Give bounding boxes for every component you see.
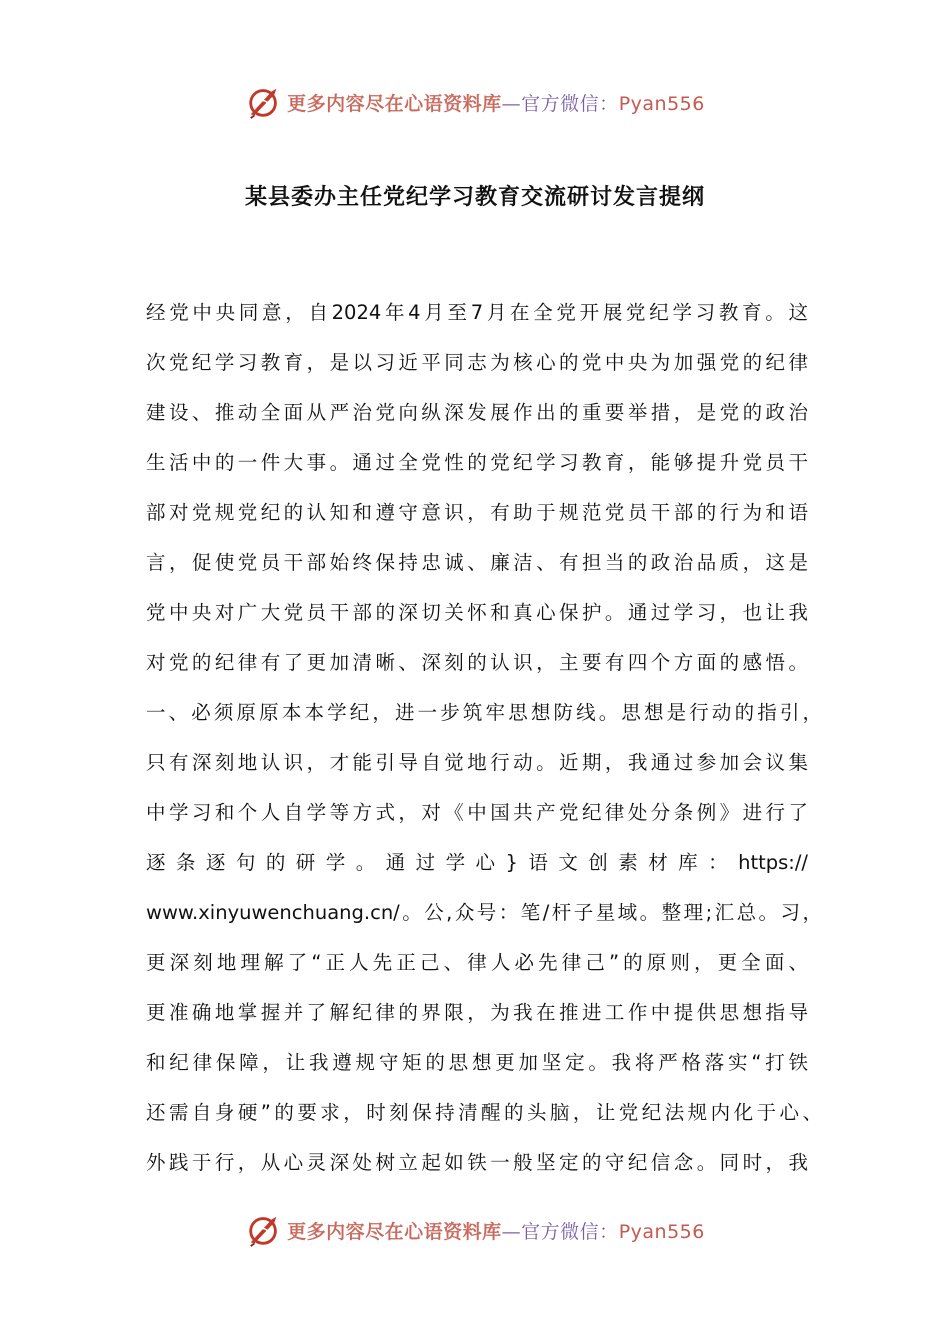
banner-wechat-id: Pyan556 bbox=[618, 92, 705, 115]
footer-watermark-banner bbox=[0, 1210, 950, 1250]
banner-sub-text: —官方微信： bbox=[501, 92, 619, 115]
document-body bbox=[146, 288, 822, 1188]
banner-main-text: 更多内容尽在心语资料库 bbox=[287, 1220, 502, 1243]
body-line: 和纪律保障，让我遵规守矩的思想更加坚定。我将严格落实“打铁 bbox=[146, 1051, 808, 1074]
body-line: 逐条逐句的研学。通过学心}语文创素材库：https:// bbox=[146, 851, 808, 874]
banner-text bbox=[287, 1217, 705, 1244]
banner-sub-text: —官方微信： bbox=[501, 1220, 619, 1243]
body-line: 次党纪学习教育，是以习近平同志为核心的党中央为加强党的纪律 bbox=[146, 351, 808, 374]
banner-text bbox=[287, 89, 705, 116]
body-line: 中学习和个人自学等方式，对《中国共产党纪律处分条例》进行了 bbox=[146, 801, 808, 824]
body-line: www.xinyuwenchuang.cn/。公,众号：笔/杆子星域。整理;汇总。习， bbox=[146, 901, 822, 924]
pen-logo-icon bbox=[245, 1211, 283, 1249]
body-line: 言，促使党员干部始终保持忠诚、廉洁、有担当的政治品质，这是 bbox=[146, 551, 808, 574]
body-line: 更准确地掌握并了解纪律的界限，为我在推进工作中提供思想指导 bbox=[146, 1001, 808, 1024]
document-title: 某县委办主任党纪学习教育交流研讨发言提纲 bbox=[244, 185, 705, 210]
body-line: 外践于行，从心灵深处树立起如铁一般坚定的守纪信念。同时，我 bbox=[146, 1151, 808, 1174]
body-line: 建设、推动全面从严治党向纵深发展作出的重要举措，是党的政治 bbox=[146, 401, 808, 424]
body-line: 一、必须原原本本学纪，进一步筑牢思想防线。思想是行动的指引， bbox=[146, 701, 822, 724]
pen-logo-icon bbox=[245, 83, 283, 121]
body-line: 还需自身硬”的要求，时刻保持清醒的头脑，让党纪法规内化于心、 bbox=[146, 1101, 822, 1124]
banner-main-text: 更多内容尽在心语资料库 bbox=[287, 92, 502, 115]
body-line: 生活中的一件大事。通过全党性的党纪学习教育，能够提升党员干 bbox=[146, 451, 808, 474]
body-line: 经党中央同意，自2024年4月至7月在全党开展党纪学习教育。这 bbox=[146, 301, 808, 324]
body-line: 更深刻地理解了“正人先正己、律人必先律己”的原则，更全面、 bbox=[146, 951, 808, 974]
header-watermark-banner bbox=[0, 82, 950, 122]
banner-wechat-id: Pyan556 bbox=[618, 1220, 705, 1243]
body-line: 部对党规党纪的认知和遵守意识，有助于规范党员干部的行为和语 bbox=[146, 501, 808, 524]
body-line: 只有深刻地认识，才能引导自觉地行动。近期，我通过参加会议集 bbox=[146, 751, 808, 774]
body-line: 党中央对广大党员干部的深切关怀和真心保护。通过学习，也让我 bbox=[146, 601, 808, 624]
body-line: 对党的纪律有了更加清晰、深刻的认识，主要有四个方面的感悟。 bbox=[146, 651, 808, 674]
